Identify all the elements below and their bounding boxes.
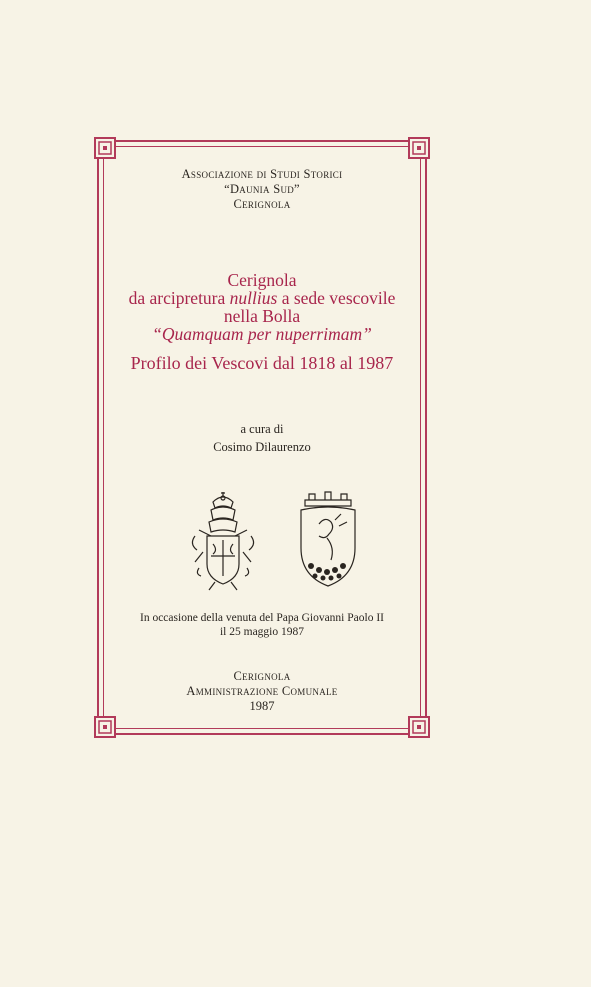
frame-corner-ornament (94, 716, 116, 738)
association-city: Cerignola (233, 197, 291, 211)
book-subtitle: Profilo dei Vescovi dal 1818 al 1987 (130, 353, 394, 373)
editor-name: Cosimo Dilaurenzo (213, 440, 311, 454)
editor-label: a cura di (240, 422, 284, 436)
book-title-line1: Cerignola (227, 270, 297, 290)
occasion-date: il 25 maggio 1987 (219, 626, 304, 638)
coats-of-arms (185, 490, 360, 595)
frame-corner-ornament (408, 137, 430, 159)
frame-corner-ornament (408, 716, 430, 738)
cerignola-coat-of-arms-icon (301, 492, 355, 586)
book-title-line3: nella Bolla (223, 306, 301, 326)
occasion-line1: In occasione della venuta del Papa Giovanni Paolo II (140, 612, 384, 624)
publisher-city: Cerignola (233, 669, 291, 683)
decorative-frame-inner (103, 146, 421, 729)
association-subtitle: “Daunia Sud” (224, 182, 300, 196)
frame-corner-ornament (94, 137, 116, 159)
association-name: Associazione di Studi Storici (181, 167, 343, 181)
book-title-line2: da arcipretura nullius a sede vescovile (128, 288, 396, 308)
papal-coat-of-arms-icon (192, 492, 253, 590)
publication-year: 1987 (249, 699, 275, 713)
publisher-name: Amministrazione Comunale (186, 684, 338, 698)
book-title-bull: “Quamquam per nuperrimam” (152, 324, 372, 344)
